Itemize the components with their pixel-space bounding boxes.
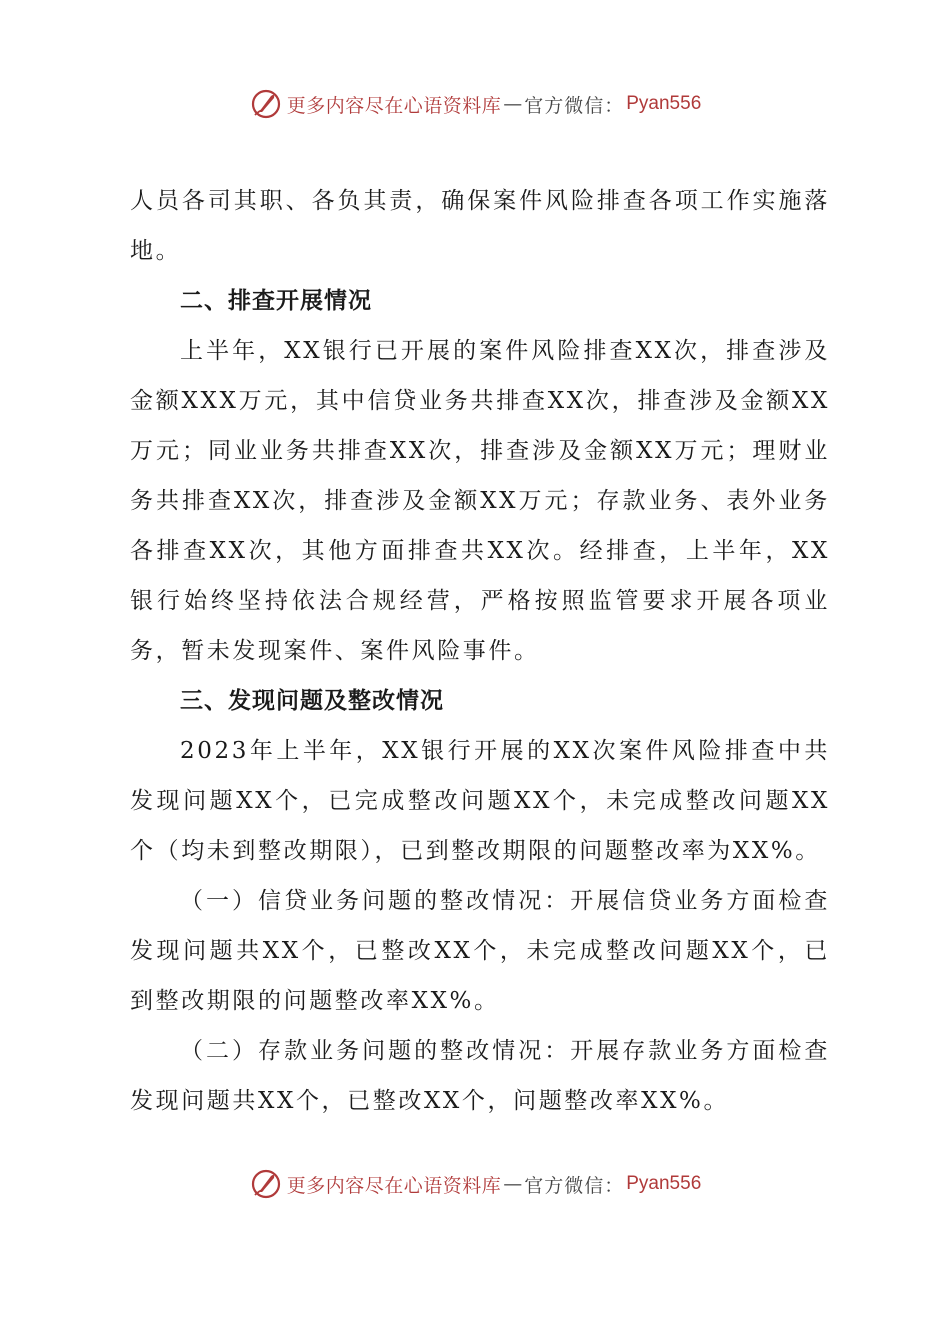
section-heading-3: 三、发现问题及整改情况: [180, 687, 444, 714]
paragraph-inspection-overview: 上半年，XX银行已开展的案件风险排查XX次，排查涉及金额XXX万元，其中信贷业务共排查XX次，排查涉及金额XX万元；同业业务共排查XX次，排查涉及金额XX万元；理财业务共排查XX次，排查涉及金额XX万元；存款业务、表外业务各排查XX次，其他方面排查共XX次。经排查，上半年，XX银行始终坚持依法合规经营，严格按照监管要求开展各项业务，暂未发现案件、案件风险事件。: [130, 338, 830, 664]
banner-wechat-id: Pyan556: [626, 1173, 702, 1194]
section-heading-2: 二、排查开展情况: [180, 287, 372, 314]
paragraph-deposit-rectification: （二）存款业务问题的整改情况：开展存款业务方面检查发现问题共XX个，已整改XX个，问题整改率XX%。: [130, 1038, 830, 1114]
banner-main-text: 更多内容尽在心语资料库: [286, 1174, 502, 1197]
footer-watermark-banner: [0, 1164, 950, 1204]
document-body: [130, 176, 830, 1126]
paragraph-issues-summary: 2023年上半年，XX银行开展的XX次案件风险排查中共发现问题XX个，已完成整改问题XX个，未完成整改问题XX个（均未到整改期限），已到整改期限的问题整改率为XX%。: [130, 738, 830, 864]
paragraph-credit-rectification: （一）信贷业务问题的整改情况：开展信贷业务方面检查发现问题共XX个，已整改XX个，未完成整改问题XX个，已到整改期限的问题整改率XX%。: [130, 888, 830, 1014]
quill-pen-icon: [249, 1167, 283, 1201]
banner-separator: —: [503, 1173, 523, 1195]
banner-wechat-id: Pyan556: [626, 93, 702, 114]
banner-wechat-label: 官方微信：: [524, 1174, 625, 1197]
banner-wechat-label: 官方微信：: [524, 94, 625, 117]
paragraph-continuation: 人员各司其职、各负其责，确保案件风险排查各项工作实施落地。: [130, 188, 830, 264]
banner-main-text: 更多内容尽在心语资料库: [286, 94, 502, 117]
banner-separator: —: [503, 93, 523, 115]
header-watermark-banner: [0, 84, 950, 124]
quill-pen-icon: [249, 87, 283, 121]
